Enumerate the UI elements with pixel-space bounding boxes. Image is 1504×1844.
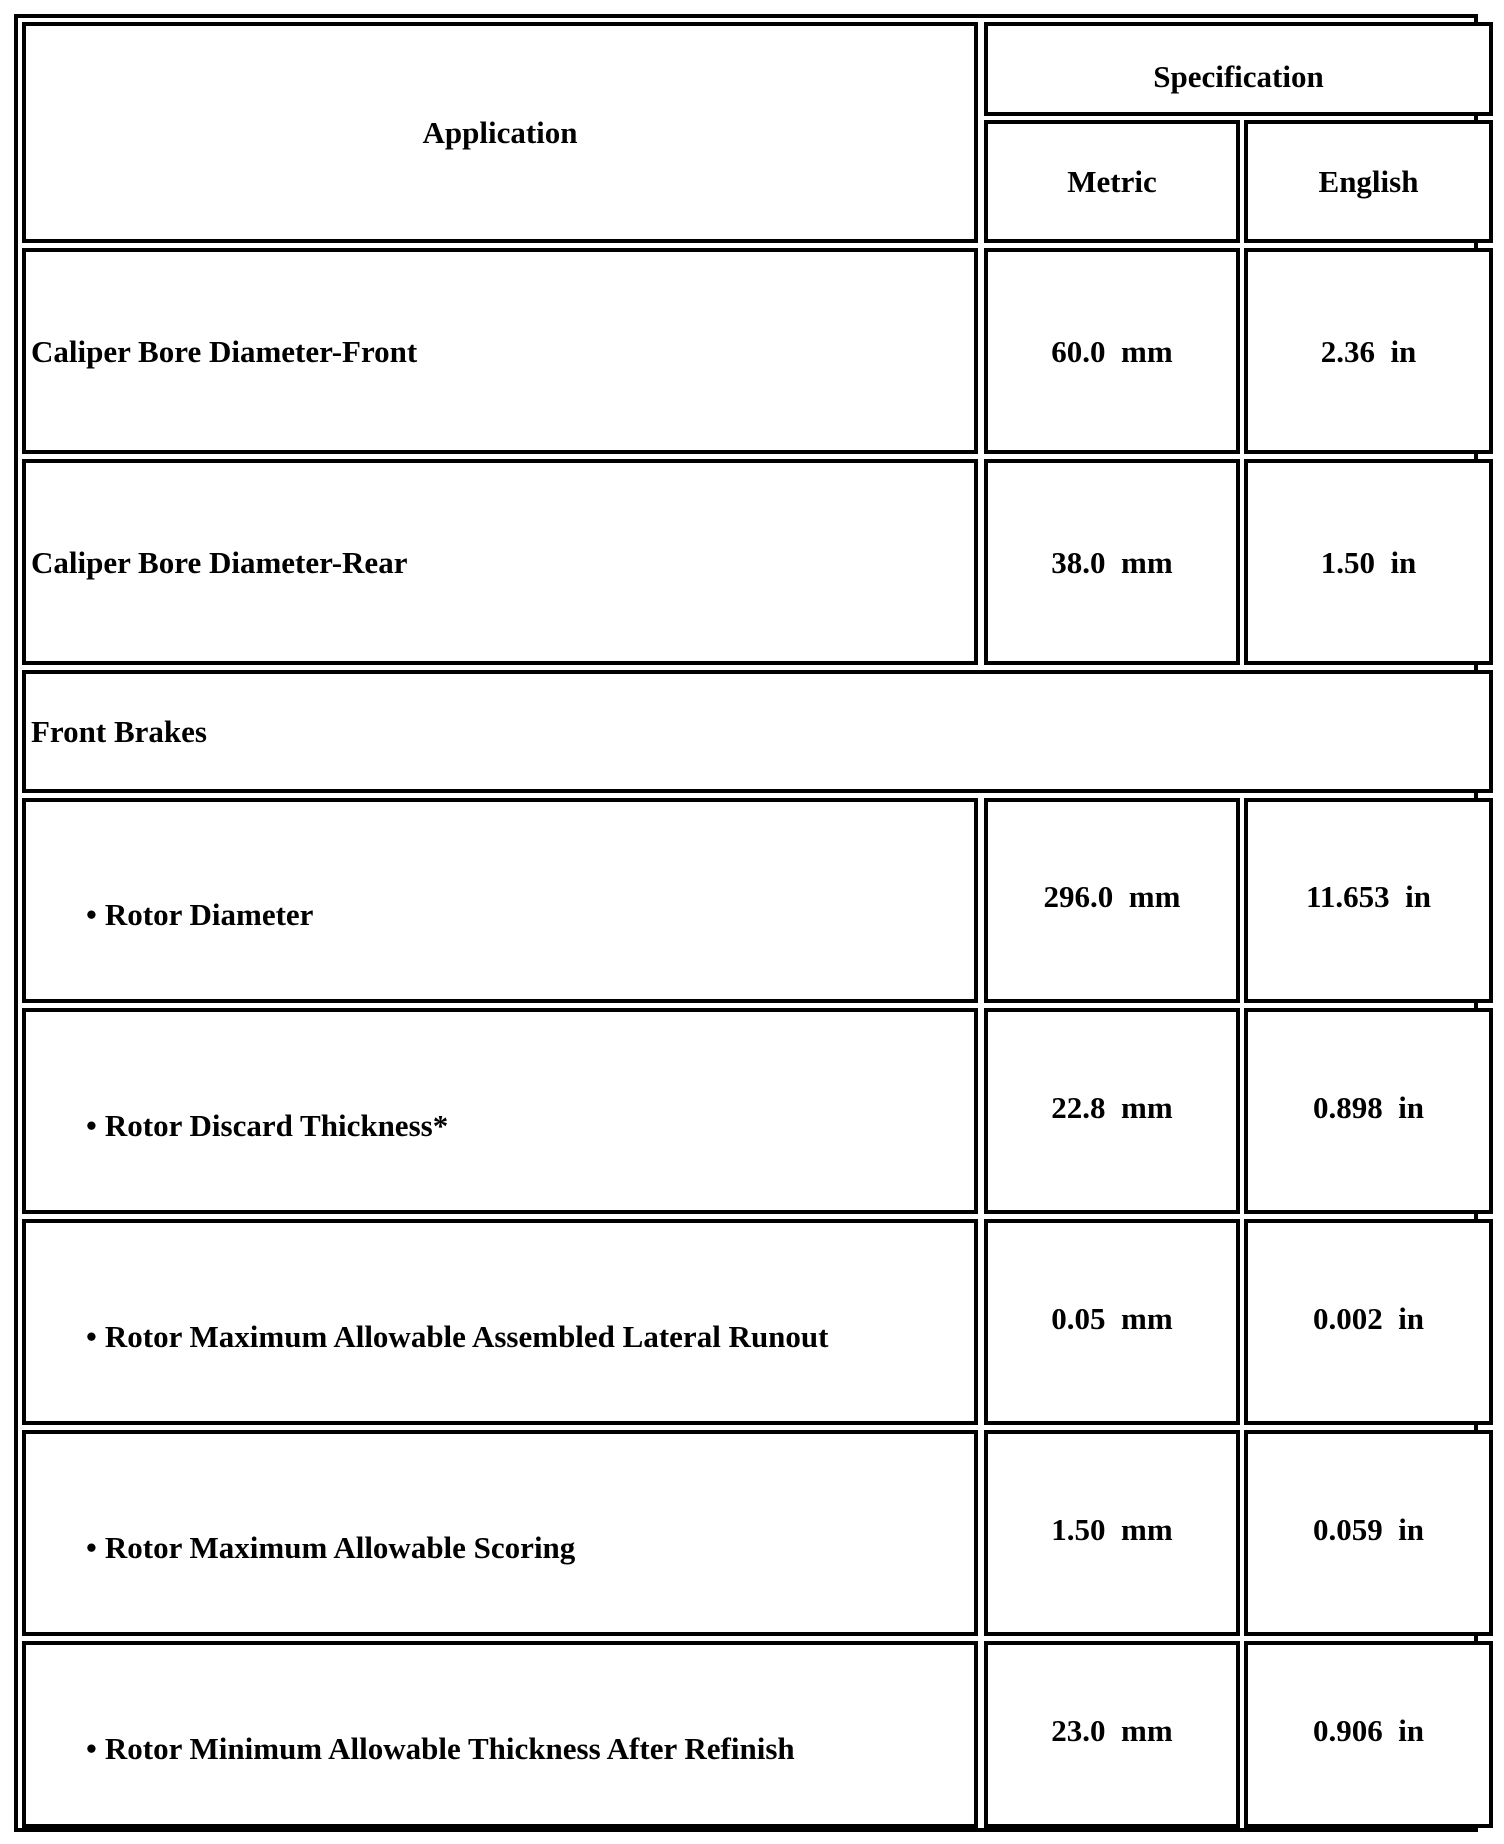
metric-value-cell bbox=[984, 248, 1240, 454]
metric-value: 296.0 mm bbox=[1043, 879, 1181, 914]
table-row-application bbox=[22, 1430, 978, 1636]
metric-value: 38.0 mm bbox=[1051, 544, 1173, 580]
english-value: 0.002 in bbox=[1312, 1300, 1425, 1336]
english-value-cell bbox=[1244, 1008, 1493, 1214]
english-value-cell bbox=[1244, 459, 1493, 665]
table-row-application bbox=[22, 248, 978, 454]
metric-value-cell bbox=[984, 1430, 1240, 1636]
bullet-item bbox=[86, 1318, 829, 1354]
bullet-item bbox=[86, 1529, 576, 1565]
metric-value: 0.05 mm bbox=[1051, 1300, 1173, 1336]
bullet-icon: • bbox=[86, 1529, 97, 1565]
metric-value: 60.0 mm bbox=[1051, 333, 1173, 369]
section-header-label: Front Brakes bbox=[31, 714, 207, 749]
section-header-row bbox=[22, 670, 1493, 793]
english-value-cell bbox=[1244, 1219, 1493, 1425]
metric-value-cell bbox=[984, 1641, 1240, 1828]
table-row-application bbox=[22, 1641, 978, 1828]
application-label: Caliper Bore Diameter-Front bbox=[31, 333, 418, 369]
application-label: Rotor Maximum Allowable Scoring bbox=[104, 1529, 576, 1565]
bullet-icon: • bbox=[86, 1107, 97, 1143]
bullet-icon: • bbox=[86, 1318, 97, 1354]
metric-value-cell bbox=[984, 1219, 1240, 1425]
application-label: Rotor Minimum Allowable Thickness After Refinish bbox=[104, 1731, 795, 1766]
application-label: Caliper Bore Diameter-Rear bbox=[31, 544, 408, 580]
bullet-icon: • bbox=[86, 1731, 97, 1766]
header-specification-label: Specification bbox=[1153, 58, 1324, 94]
english-value-cell bbox=[1244, 798, 1493, 1003]
application-label: Rotor Diameter bbox=[104, 897, 314, 932]
metric-value: 22.8 mm bbox=[1051, 1089, 1173, 1125]
metric-value: 23.0 mm bbox=[1051, 1713, 1173, 1748]
metric-value: 1.50 mm bbox=[1051, 1511, 1173, 1547]
english-value-cell bbox=[1244, 248, 1493, 454]
bullet-item bbox=[86, 899, 313, 930]
metric-value-cell bbox=[984, 798, 1240, 1003]
bullet-item bbox=[86, 1733, 795, 1764]
english-value: 0.059 in bbox=[1312, 1511, 1425, 1547]
header-application bbox=[22, 22, 978, 243]
bullet-icon: • bbox=[86, 897, 97, 932]
table-row-application bbox=[22, 798, 978, 1003]
english-value-cell bbox=[1244, 1641, 1493, 1828]
application-label: Rotor Discard Thickness* bbox=[104, 1107, 449, 1143]
table-row-application bbox=[22, 1219, 978, 1425]
metric-value-cell bbox=[984, 459, 1240, 665]
english-value-cell bbox=[1244, 1430, 1493, 1636]
english-value: 11.653 in bbox=[1306, 879, 1431, 914]
table-row-application bbox=[22, 1008, 978, 1214]
application-label: Rotor Maximum Allowable Assembled Lateral Runout bbox=[104, 1318, 829, 1354]
table-row-application bbox=[22, 459, 978, 665]
english-value: 0.898 in bbox=[1312, 1089, 1425, 1125]
header-application-label: Application bbox=[422, 115, 578, 150]
bullet-item bbox=[86, 1107, 449, 1143]
header-metric-label: Metric bbox=[1067, 164, 1157, 199]
header-english bbox=[1244, 120, 1493, 243]
metric-value-cell bbox=[984, 1008, 1240, 1214]
english-value: 1.50 in bbox=[1320, 544, 1417, 580]
header-specification bbox=[984, 22, 1493, 116]
header-english-label: English bbox=[1318, 164, 1419, 199]
english-value: 2.36 in bbox=[1320, 333, 1417, 369]
spec-table bbox=[14, 14, 1478, 1832]
header-metric bbox=[984, 120, 1240, 243]
english-value: 0.906 in bbox=[1312, 1713, 1425, 1748]
